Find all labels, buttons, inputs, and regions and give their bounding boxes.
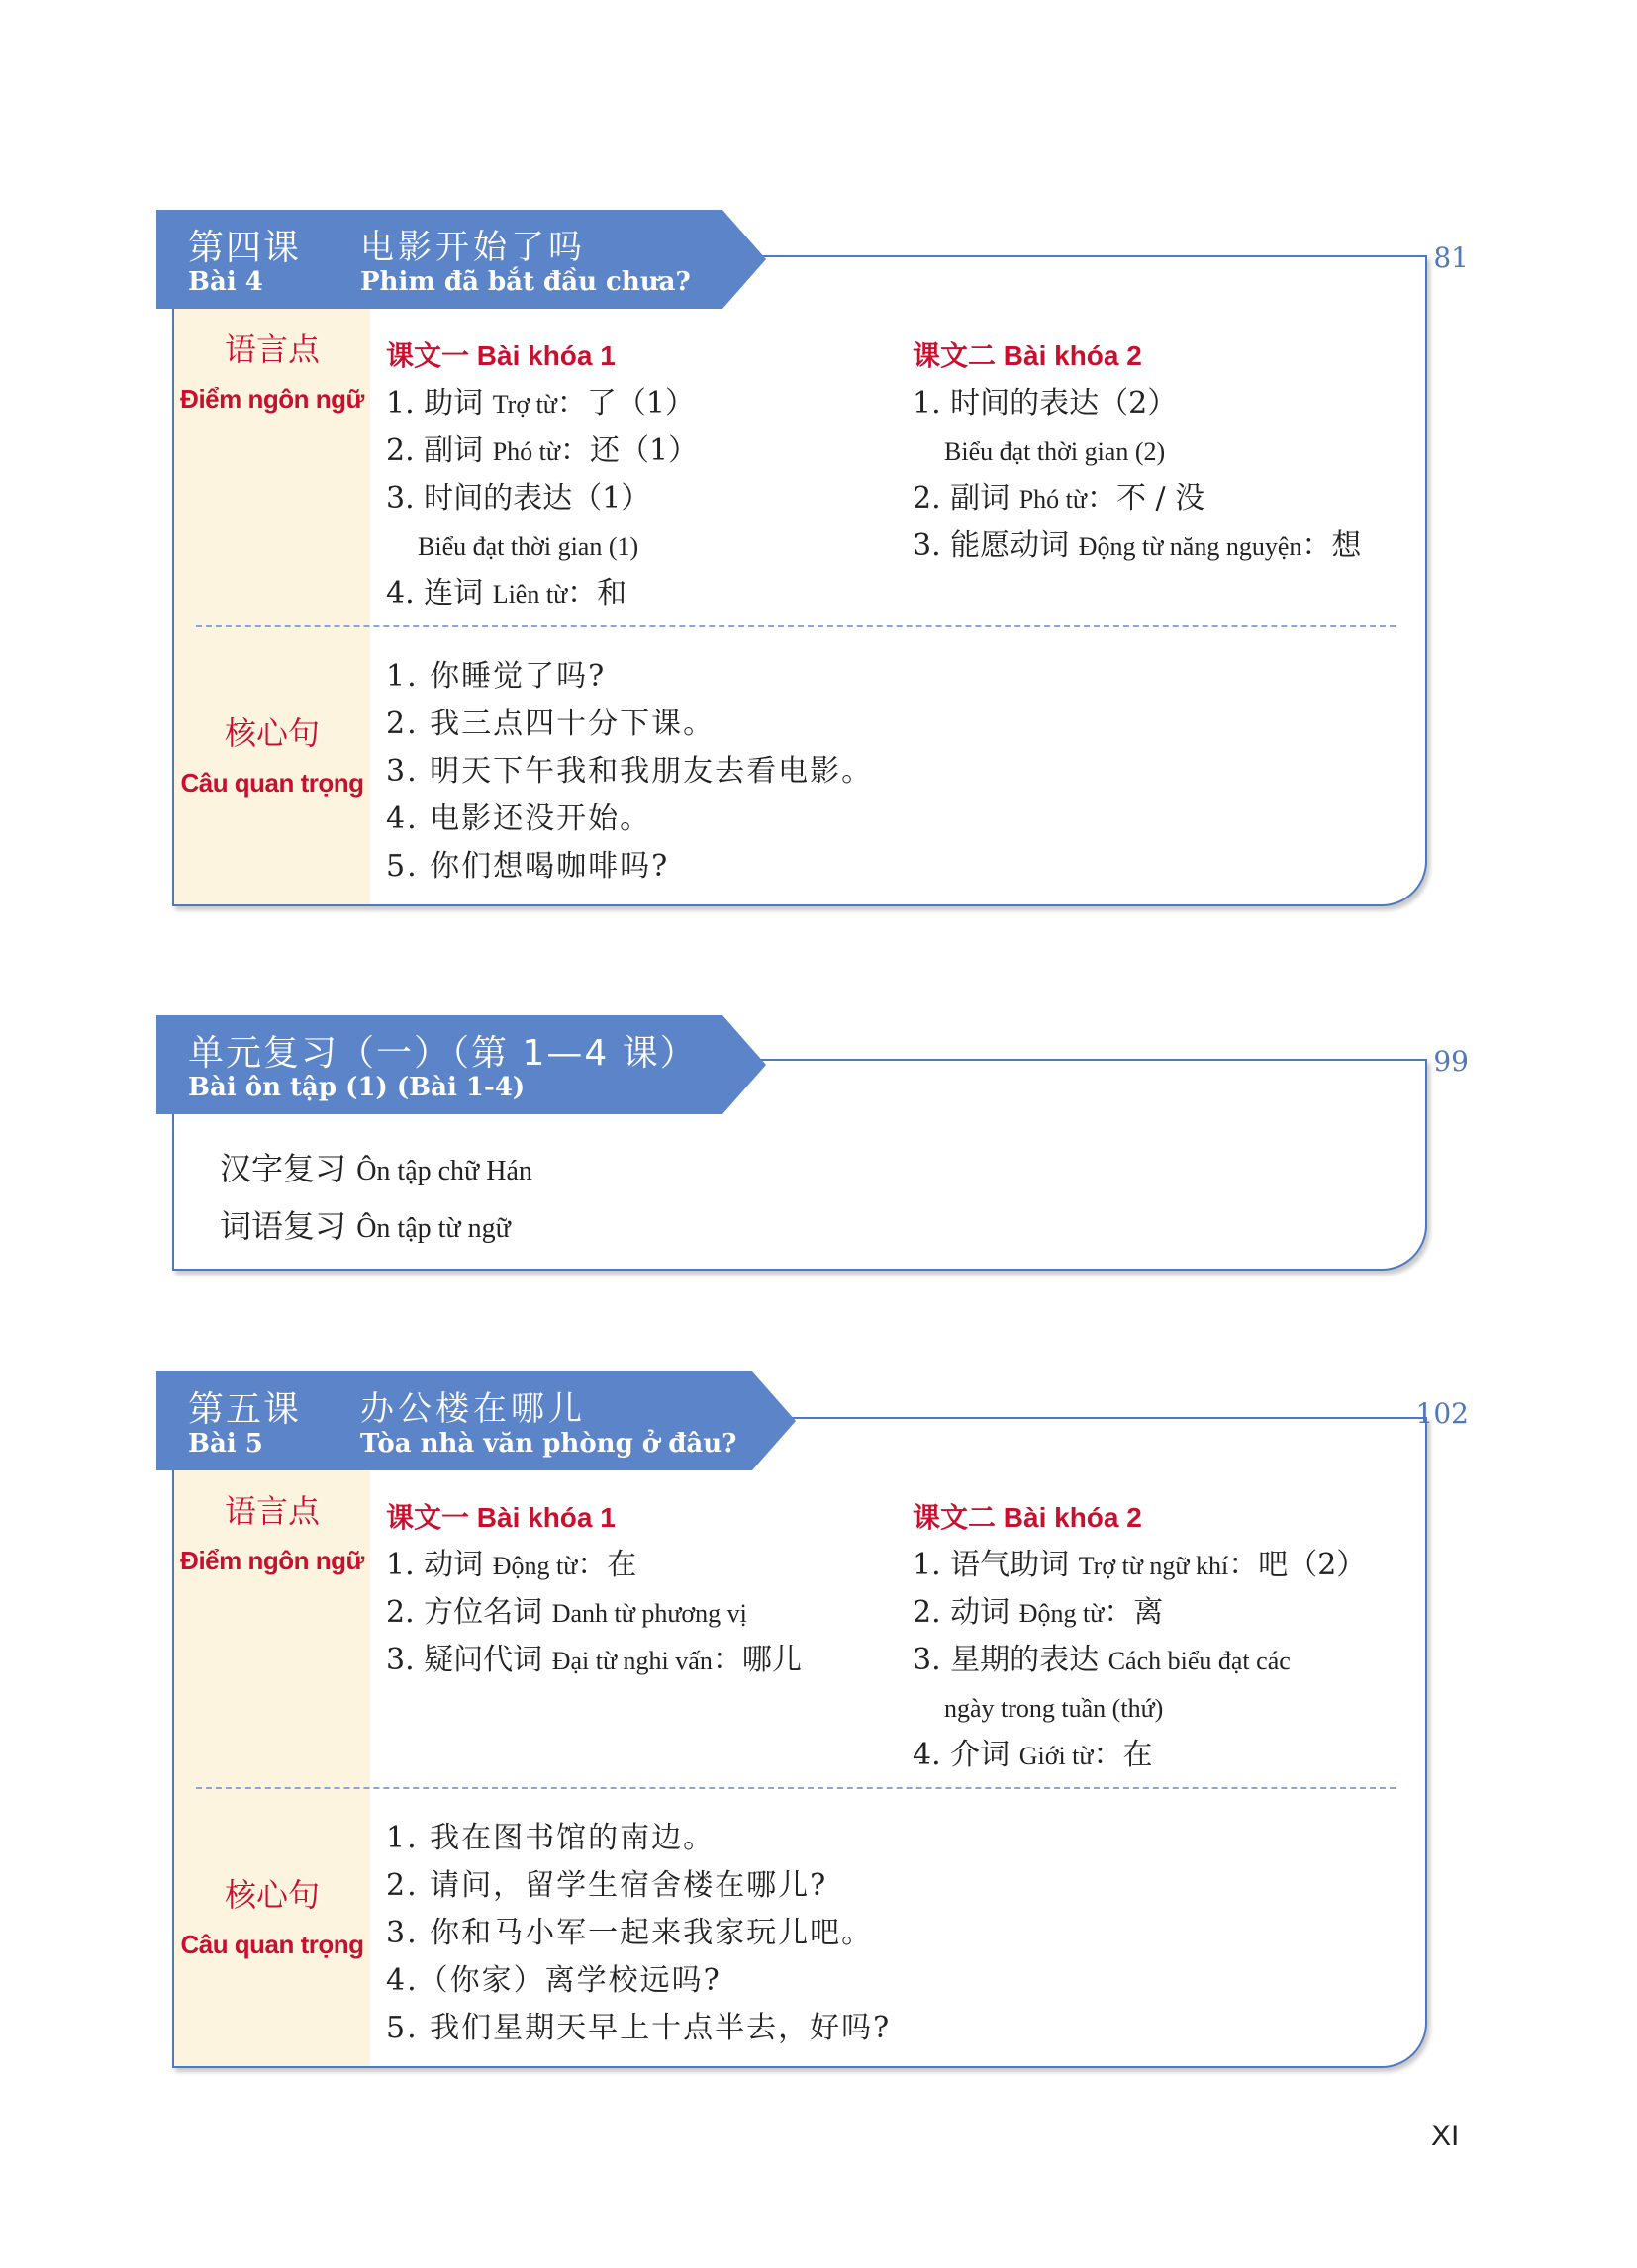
text1-column <box>386 334 698 617</box>
key-sentences <box>386 653 873 891</box>
key-sentence: 4. 电影还没开始。 <box>386 802 652 836</box>
grammar-point: 1. 助词 Trợ từ：了（1） <box>386 386 695 421</box>
section-divider <box>196 1787 1396 1789</box>
key-sentence: 4.（你家）离学校远吗? <box>386 1963 722 1998</box>
page-number: 81 <box>1433 241 1469 274</box>
text1-heading: 课文一 Bài khóa 1 <box>386 340 616 371</box>
key-sentence: 1. 我在图书馆的南边。 <box>386 1821 716 1855</box>
grammar-point: 2. 方位名词 Danh từ phương vị <box>386 1595 747 1630</box>
grammar-point: 1. 语气助词 Trợ từ ngữ khí：吧（2） <box>913 1548 1367 1582</box>
sentence-label-vi: Câu quan trọng <box>180 768 364 798</box>
grammar-point: 3. 疑问代词 Đại từ nghi vấn：哪儿 <box>386 1643 802 1677</box>
review-item: 汉字复习 Ôn tập chữ Hán <box>220 1150 532 1187</box>
review-banner <box>156 1015 766 1114</box>
lesson-5-banner <box>156 1371 766 1470</box>
grammar-point: 4. 介词 Giới từ：在 <box>913 1738 1153 1772</box>
key-sentence: 3. 你和马小军一起来我家玩儿吧。 <box>386 1916 874 1950</box>
lesson-subtitle-cn: 办公楼在哪儿 <box>360 1389 586 1429</box>
grammar-label-cn: 语言点 <box>224 331 320 368</box>
review-item: 词语复习 Ôn tập từ ngữ <box>220 1207 511 1245</box>
grammar-label-cn: 语言点 <box>224 1492 320 1530</box>
sentence-label <box>174 1870 370 1960</box>
text2-column <box>913 334 1361 570</box>
key-sentence: 2. 请问，留学生宿舍楼在哪儿? <box>386 1868 828 1903</box>
key-sentence: 5. 我们星期天早上十点半去，好吗? <box>386 2011 892 2045</box>
grammar-label <box>174 1486 370 1576</box>
page-number: 102 <box>1415 1397 1469 1430</box>
lesson-subtitle-vi: Tòa nhà văn phòng ở đâu? <box>360 1429 737 1459</box>
grammar-point: 3. 能愿动词 Động từ năng nguyện：想 <box>913 528 1362 563</box>
key-sentence: 5. 你们想喝咖啡吗? <box>386 849 670 884</box>
grammar-point: 1. 时间的表达（2） <box>913 386 1178 421</box>
review-title-vi: Bài ôn tập (1) (Bài 1-4) <box>188 1073 526 1102</box>
lesson-title-vi: Bài 5 <box>188 1429 263 1459</box>
grammar-point: 2. 副词 Phó từ：不 / 没 <box>913 481 1205 516</box>
text2-heading: 课文二 Bài khóa 2 <box>913 1502 1142 1533</box>
key-sentences <box>386 1815 891 2052</box>
review-title-cn: 单元复习（一）（第 1—4 课） <box>188 1033 698 1074</box>
page-number: 99 <box>1433 1045 1469 1078</box>
grammar-point: 3. 星期的表达 Cách biểu đạt các <box>913 1643 1291 1677</box>
lesson-title-cn: 第四课 <box>188 228 302 268</box>
key-sentence: 3. 明天下午我和我朋友去看电影。 <box>386 754 874 789</box>
sentence-label-vi: Câu quan trọng <box>180 1930 364 1959</box>
grammar-label <box>174 325 370 415</box>
text1-heading: 课文一 Bài khóa 1 <box>386 1502 616 1533</box>
grammar-point-continuation: ngày trong tuần (thứ) <box>944 1694 1164 1723</box>
section-divider <box>196 625 1396 627</box>
grammar-point: 3. 时间的表达（1） <box>386 481 651 516</box>
lesson-4-banner <box>156 210 766 309</box>
grammar-point: 1. 动词 Động từ：在 <box>386 1548 637 1582</box>
grammar-label-vi: Điểm ngôn ngữ <box>180 384 364 414</box>
key-sentence: 1. 你睡觉了吗? <box>386 659 607 694</box>
sentence-label-cn: 核心句 <box>224 1876 320 1914</box>
sentence-label <box>174 709 370 799</box>
grammar-point-continuation: Biểu đạt thời gian (1) <box>418 532 639 561</box>
review-items <box>220 1140 532 1255</box>
lesson-5-card <box>172 1417 1427 2068</box>
key-sentence: 2. 我三点四十分下课。 <box>386 707 716 741</box>
grammar-label-vi: Điểm ngôn ngữ <box>180 1546 364 1575</box>
lesson-title-vi: Bài 4 <box>188 267 263 297</box>
lesson-title-cn: 第五课 <box>188 1389 302 1430</box>
grammar-point-continuation: Biểu đạt thời gian (2) <box>944 437 1166 466</box>
text1-column <box>386 1496 802 1684</box>
footer-page-number: XI <box>1431 2120 1460 2152</box>
lesson-4-card <box>172 255 1427 906</box>
lesson-subtitle-cn: 电影开始了吗 <box>360 228 586 267</box>
grammar-point: 2. 动词 Động từ：离 <box>913 1595 1164 1630</box>
grammar-point: 4. 连词 Liên từ：和 <box>386 576 627 611</box>
grammar-point: 2. 副词 Phó từ：还（1） <box>386 433 699 468</box>
text2-heading: 课文二 Bài khóa 2 <box>913 340 1142 371</box>
sentence-label-cn: 核心句 <box>224 714 320 752</box>
text2-column <box>913 1496 1366 1779</box>
lesson-subtitle-vi: Phim đã bắt đầu chưa? <box>360 267 691 297</box>
